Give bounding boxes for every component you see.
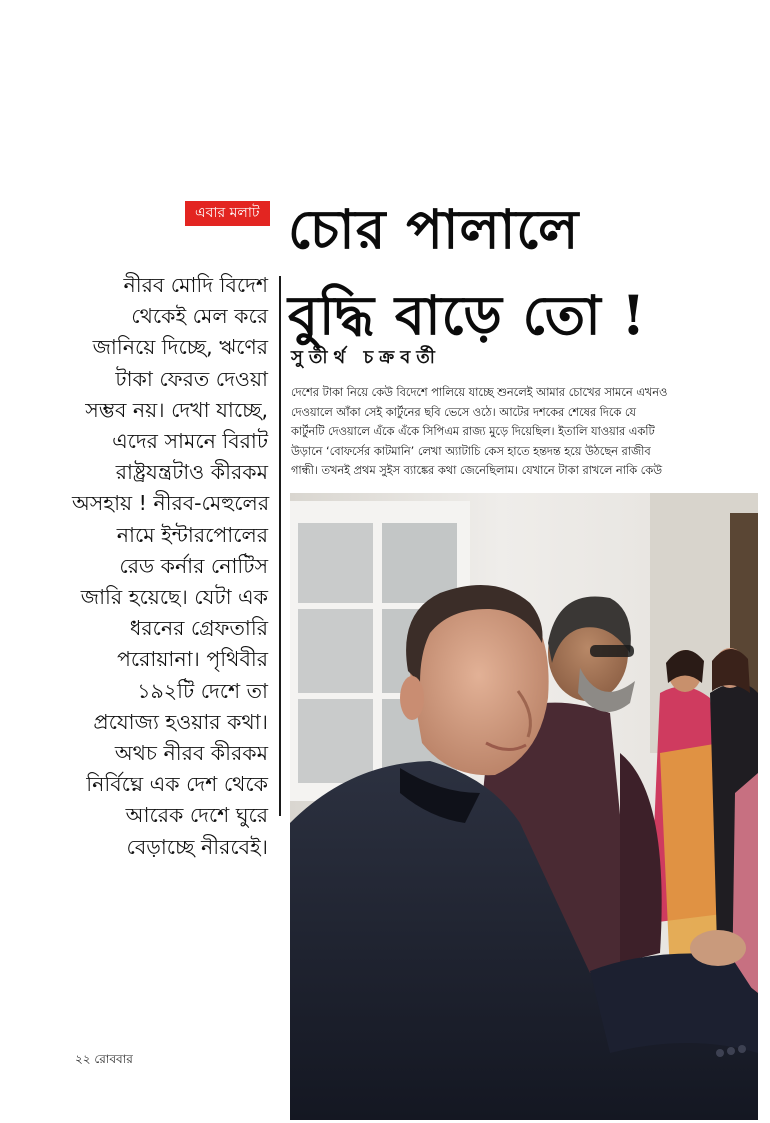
body-line: কার্টুনটি দেওয়ালে এঁকে এঁকে সিপিএম রাজ্য মুড়ে দিয়েছিল। ইতালি যাওয়ার একটি [291, 425, 655, 439]
pull-quote-line: এদের সামনে বিরাট [112, 429, 268, 454]
pull-quote-line: থেকেই মেল করে [131, 304, 268, 329]
pull-quote-line: নীরব মোদি বিদেশ [123, 273, 268, 297]
pull-quote-line: সম্ভব নয়। দেখা যাচ্ছে, [85, 397, 268, 422]
headline-line-1: চোর পালালে [288, 197, 580, 261]
pull-quote-line: পরোয়ানা। পৃথিবীর [116, 647, 268, 672]
pull-quote-line: প্রযোজ্য হওয়ার কথা। [93, 709, 268, 734]
headline [288, 186, 748, 358]
article-photo [290, 493, 758, 1120]
pull-quote-line: বেড়াচ্ছে নীরবেই। [126, 834, 268, 859]
body-line: গান্ধী। তখনই প্রথম সুইস ব্যাঙ্কের কথা জেনেছিলাম। যেখানে টাকা রাখলে নাকি কেউ [291, 464, 662, 478]
body-line: দেওয়ালে আঁকা সেই কার্টুনের ছবি ভেসে ওঠে। আটের দশকের শেষের দিকে যে [291, 405, 636, 419]
page-folio: ২২ রোববার [75, 1052, 133, 1066]
pull-quote-line: জানিয়ে দিচ্ছে, ঋণের [92, 335, 268, 360]
pull-quote-line: রাষ্ট্রযন্ত্রটাও কীরকম [115, 460, 268, 485]
author-byline: সুতীর্থ চক্রবর্তী [291, 347, 441, 368]
pull-quote [72, 270, 268, 863]
pull-quote-line: রেড কর্নার নোটিস [119, 553, 268, 578]
pull-quote-line: ধরনের গ্রেফতারি [129, 616, 268, 641]
pull-quote-line: জারি হয়েছে। যেটা এক [80, 585, 268, 610]
pull-quote-line: অথচ নীরব কীরকম [114, 741, 268, 766]
headline-line-2: বুদ্ধি বাড়ে তো ! [288, 283, 647, 347]
pull-quote-line: নির্বিঘ্নে এক দেশ থেকে [86, 772, 268, 797]
article-body [291, 383, 761, 481]
section-tag: এবার মলাট [185, 201, 270, 226]
body-line: দেশের টাকা নিয়ে কেউ বিদেশে পালিয়ে যাচ্ছে শুনলেই আমার চোখের সামনে এখনও [291, 386, 668, 399]
body-line: উড়ানে ‘বোফর্সের কাটমানি’ লেখা অ্যাটাচি কেস হাতে হন্তদন্ত হয়ে উঠছেন রাজীব [291, 444, 651, 458]
column-divider [279, 276, 281, 816]
pull-quote-line: আরেক দেশে ঘুরে [125, 803, 268, 828]
pull-quote-line: টাকা ফেরত দেওয়া [115, 366, 268, 391]
pull-quote-line: ১৯২টি দেশে তা [137, 678, 268, 703]
pull-quote-line: নামে ইন্টারপোলের [116, 522, 268, 547]
pull-quote-line: অসহায় ! নীরব-মেহুলের [72, 491, 270, 516]
